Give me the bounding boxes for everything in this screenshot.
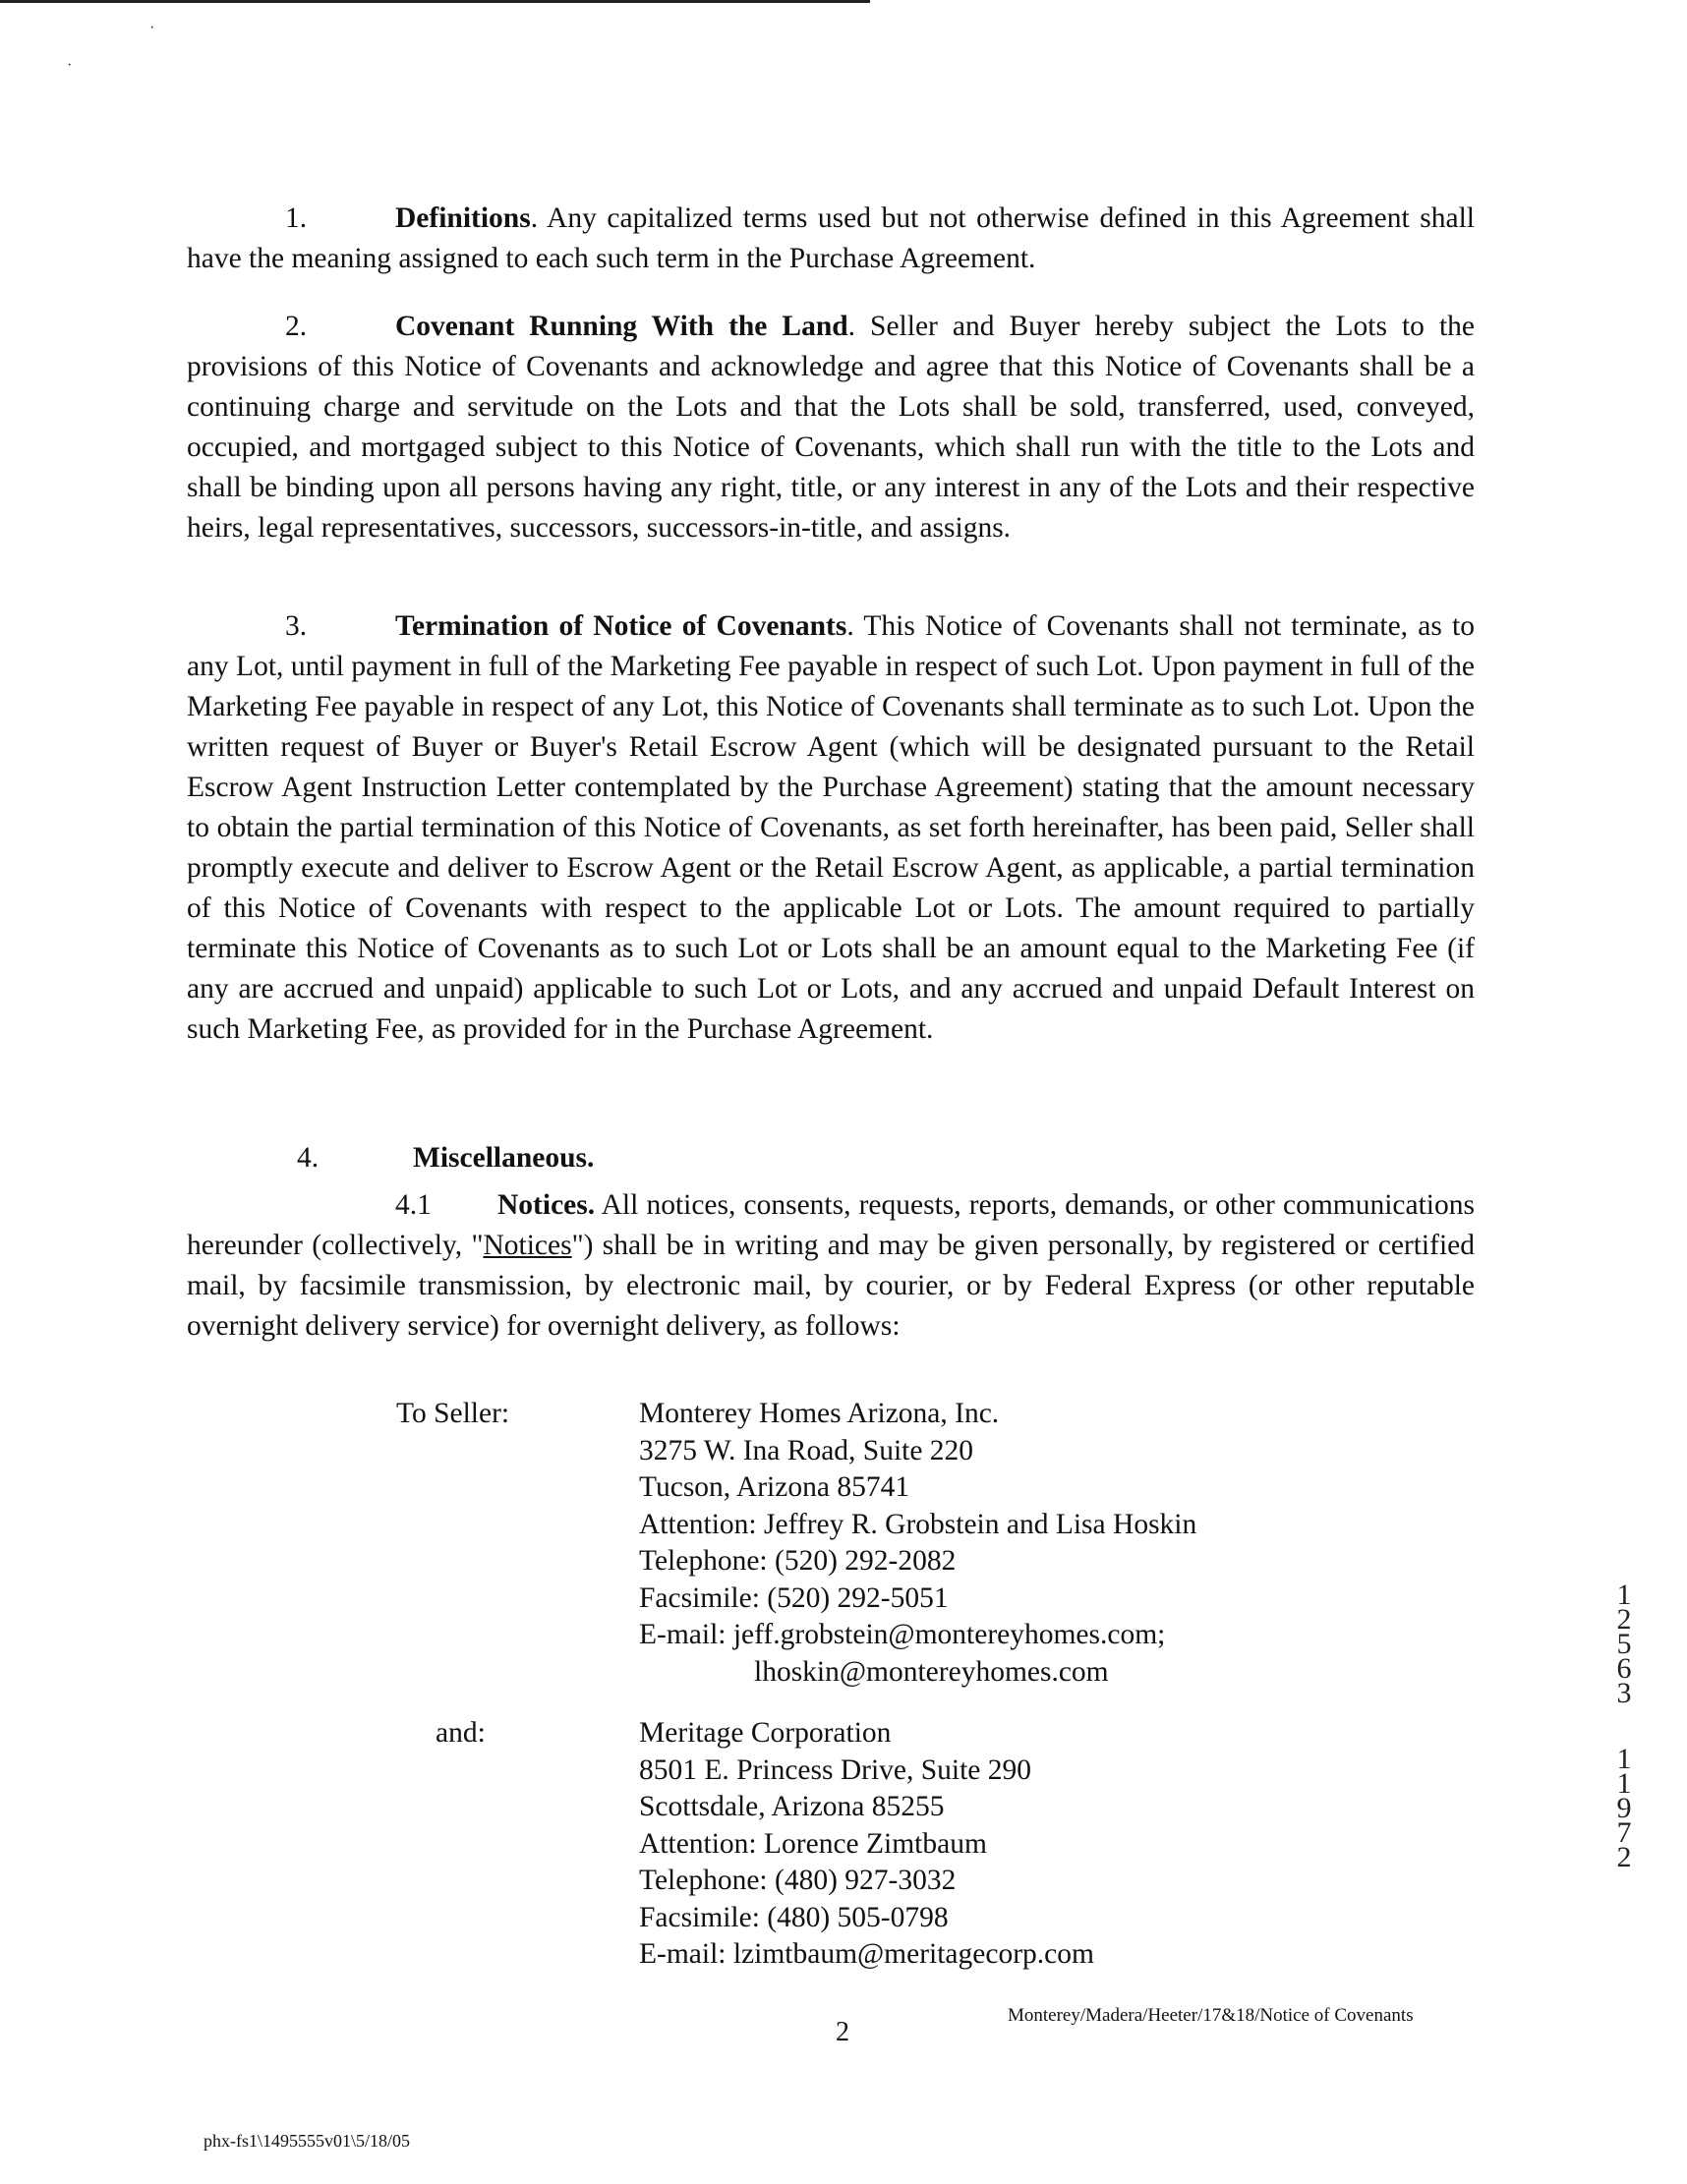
seller-facsimile: Facsimile: (520) 292-5051 — [639, 1581, 949, 1614]
stamp-digit: 9 — [1616, 1792, 1632, 1824]
notices-defined-term: Notices — [483, 1230, 572, 1261]
scan-speck: · — [149, 20, 155, 36]
stamp-digit: 6 — [1616, 1652, 1632, 1685]
seller-city: Tucson, Arizona 85741 — [639, 1471, 910, 1503]
section-4 — [187, 1138, 1475, 1178]
section-title: Miscellaneous. — [413, 1142, 595, 1174]
section-text: . Seller and Buyer hereby subject the Lots to the provisions of this Notice of Covenants and acknowledge and agree that this Notice of Covenants shall be a continuing charge and servitude on the Lots and that the Lots shall be sold, transferred, used, conveyed, occupied, and mortgaged subject to this Notice of Covenants, which shall run with the title to the Lots and shall be binding upon all persons having any right, title, or any interest in any of the Lots and their respective heirs, legal representatives, successors, successors-in-title, and assigns. — [187, 311, 1475, 544]
scan-speck: · — [67, 57, 73, 74]
second-party-city: Scottsdale, Arizona 85255 — [639, 1791, 945, 1822]
section-title: Termination of Notice of Covenants — [395, 610, 847, 642]
stamp-digit: 1 — [1616, 1743, 1632, 1775]
document-id: phx-fs1\1495555v01\5/18/05 — [204, 2131, 410, 2151]
seller-attention: Attention: Jeffrey R. Grobstein and Lisa Hoskin — [639, 1508, 1197, 1540]
second-party-company: Meritage Corporation — [639, 1717, 892, 1749]
seller-label: To Seller: — [396, 1398, 510, 1429]
section-title: Covenant Running With the Land — [395, 311, 848, 342]
section-text: . Any capitalized terms used but not otherwise defined in this Agreement shall have the meaning assigned to each such term in the Purchase Agreement. — [187, 202, 1475, 274]
second-party-email: E-mail: lzimtbaum@meritagecorp.com — [639, 1938, 1094, 1970]
stamp-digit: 1 — [1616, 1579, 1632, 1611]
second-party-street: 8501 E. Princess Drive, Suite 290 — [639, 1753, 1032, 1786]
seller-address-block — [639, 1396, 1196, 1691]
page-number: 2 — [836, 2017, 849, 2047]
seller-company: Monterey Homes Arizona, Inc. — [639, 1398, 1000, 1429]
notices-text-before: All notices, consents, requests, reports, demands, or other communications hereunder (collectively, " — [187, 1189, 1475, 1261]
subsection-number: 4.1 — [395, 1189, 432, 1221]
subsection-title: Notices. — [497, 1189, 596, 1221]
stamp-digit: 2 — [1616, 1603, 1632, 1636]
second-party-address-block — [639, 1715, 1094, 1974]
section-text: . This Notice of Covenants shall not terminate, as to any Lot, until payment in full of the Marketing Fee payable in respect of such Lot. Upon payment in full of the Marketing Fee payable in respect of any Lot, this Notice of Covenants shall terminate as to such Lot. Upon the written request of Buyer or Buyer's Retail Escrow Agent (which will be designated pursuant to the Retail Escrow Agent Instruction Letter contemplated by the Purchase Agreement) stating that the amount necessary to obtain the partial termination of this Notice of Covenants, as set forth hereinafter, has been paid, Seller shall promptly execute and deliver to Escrow Agent or the Retail Escrow Agent, as applicable, a partial termination of this Notice of Covenants with respect to the applicable Lot or Lots. The amount required to partially terminate this Notice of Covenants as to such Lot or Lots shall be an amount equal to the Marketing Fee (if any are accrued and unpaid) applicable to such Lot or Lots, and any accrued and unpaid Default Interest on such Marketing Fee, as provided for in the Purchase Agreement. — [187, 610, 1475, 1045]
stamp-digit: 1 — [1616, 1767, 1632, 1800]
seller-street: 3275 W. Ina Road, Suite 220 — [639, 1434, 974, 1466]
section-number: 1. — [285, 202, 308, 234]
stamp-digit: 5 — [1616, 1628, 1632, 1660]
section-number: 4. — [297, 1142, 320, 1174]
notices-paragraph — [187, 1185, 1475, 1347]
stamp-digit: 2 — [1616, 1841, 1632, 1873]
second-party-label: and: — [436, 1717, 486, 1749]
section-1 — [187, 199, 1475, 279]
second-party-attention: Attention: Lorence Zimtbaum — [639, 1827, 987, 1860]
seller-email: E-mail: jeff.grobstein@montereyhomes.com; — [639, 1619, 1166, 1650]
side-recording-stamp — [1604, 1579, 1644, 1873]
section-number: 3. — [285, 610, 308, 642]
stamp-digit: 3 — [1616, 1677, 1632, 1709]
second-party-telephone: Telephone: (480) 927-3032 — [639, 1865, 957, 1896]
notices-text-after: ") shall be in writing and may be given personally, by registered or certified mail, by facsimile transmission, by electronic mail, by courier, or by Federal Express (or other reputable overnight delivery service) for overnight delivery, as follows: — [187, 1230, 1475, 1342]
seller-telephone: Telephone: (520) 292-2082 — [639, 1545, 957, 1577]
section-2 — [187, 307, 1475, 548]
top-edge-rule — [0, 0, 870, 3]
seller-email-continued: lhoskin@montereyhomes.com — [754, 1655, 1109, 1688]
section-3 — [187, 606, 1475, 1050]
second-party-facsimile: Facsimile: (480) 505-0798 — [639, 1901, 949, 1933]
section-number: 2. — [285, 311, 308, 342]
footer-reference: Monterey/Madera/Heeter/17&18/Notice of Covenants — [1008, 2005, 1414, 2026]
section-title: Definitions — [395, 202, 531, 234]
stamp-digit: 7 — [1616, 1816, 1632, 1849]
